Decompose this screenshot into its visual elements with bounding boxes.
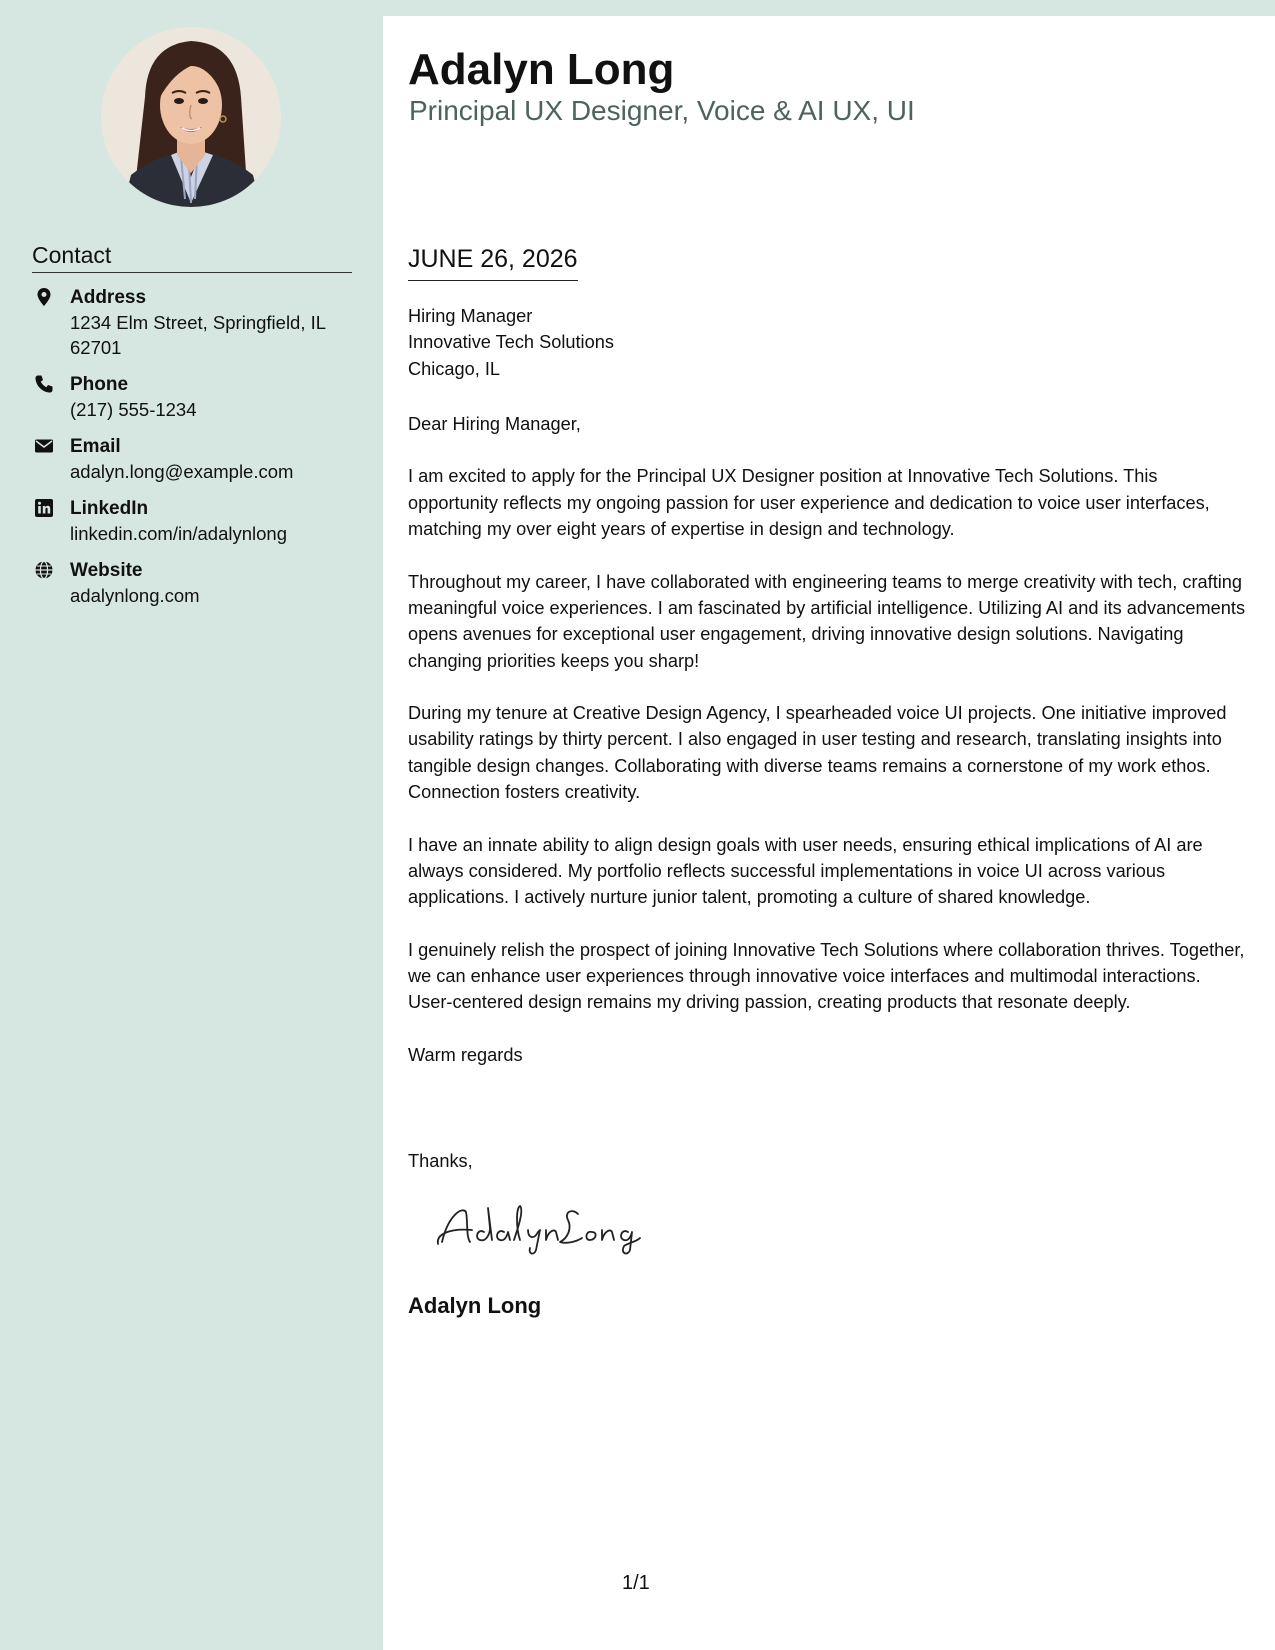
letter-body (408, 303, 1248, 1095)
letter-date: JUNE 26, 2026 (408, 244, 578, 281)
applicant-title: Principal UX Designer, Voice & AI UX, UI (409, 95, 915, 126)
letter-paragraph: I am excited to apply for the Principal UX Designer position at Innovative Tech Solutions. This opportunity reflects my ongoing passion for user experience and dedication to voice user interfaces, matching my over eight years of expertise in design and technology. (408, 466, 1210, 540)
linkedin-value[interactable]: linkedin.com/in/adalynlong (70, 523, 287, 544)
globe-icon (34, 560, 54, 580)
recipient-line: Chicago, IL (408, 358, 501, 379)
closing: Warm regards (408, 1045, 523, 1066)
envelope-icon (34, 436, 54, 456)
recipient-line: Hiring Manager (408, 306, 533, 326)
address-label: Address (70, 287, 147, 308)
letter-paragraph: I genuinely relish the prospect of joining Innovative Tech Solutions where collaboration thrives. Together, we can enhance user experiences through innovative voice interfaces and multimodal interactions. User-centered design remains my driving passion, creating products that resonate deeply. (408, 939, 1245, 1013)
website-value[interactable]: adalynlong.com (70, 585, 200, 606)
contact-item-linkedin (32, 496, 362, 546)
map-pin-icon (34, 287, 54, 307)
letter-paragraph: I have an innate ability to align design goals with user needs, ensuring ethical implications of AI are always considered. My portfolio reflects successful implementations in voice UI across various applications. I actively nurture junior talent, promoting a culture of shared knowledge. (408, 834, 1203, 908)
avatar (101, 27, 281, 207)
phone-label: Phone (70, 374, 129, 395)
handwritten-signature (432, 1198, 652, 1258)
email-label: Email (70, 436, 121, 457)
contact-item-address (32, 285, 362, 360)
page-number: 1/1 (622, 1572, 650, 1594)
contact-item-email (32, 434, 362, 484)
website-label: Website (70, 560, 143, 581)
contact-item-website (32, 558, 362, 608)
recipient-line: Innovative Tech Solutions (408, 332, 614, 353)
contact-item-phone (32, 372, 362, 422)
thanks-line: Thanks, (408, 1151, 473, 1171)
email-value[interactable]: adalyn.long@example.com (70, 461, 294, 482)
salutation: Dear Hiring Manager, (408, 413, 581, 434)
sidebar (0, 0, 383, 1650)
phone-value: (217) 555-1234 (70, 399, 197, 420)
applicant-name: Adalyn Long (408, 45, 675, 94)
phone-icon (34, 374, 54, 394)
address-value: 1234 Elm Street, Springfield, IL 62701 (70, 312, 326, 358)
recipient-block (408, 303, 1248, 382)
letter-paragraph: During my tenure at Creative Design Agency, I spearheaded voice UI projects. One initiative improved usability ratings by thirty percent. I also engaged in user testing and research, translating insights into tangible design changes. Collaborating with diverse teams remains a cornerstone of my work ethos. Connection fosters creativity. (408, 703, 1227, 803)
linkedin-icon (34, 498, 54, 518)
signer-name: Adalyn Long (408, 1293, 542, 1318)
contact-heading: Contact (32, 241, 352, 273)
linkedin-label: LinkedIn (70, 498, 149, 519)
contact-list (32, 285, 362, 620)
letter-paragraph: Throughout my career, I have collaborated with engineering teams to merge creativity with tech, crafting meaningful voice experiences. I am fascinated by artificial intelligence. Utilizing AI and its advancements opens avenues for exceptional user engagement, driving innovative design solutions. Navigating changing priorities keeps you sharp! (408, 571, 1246, 671)
